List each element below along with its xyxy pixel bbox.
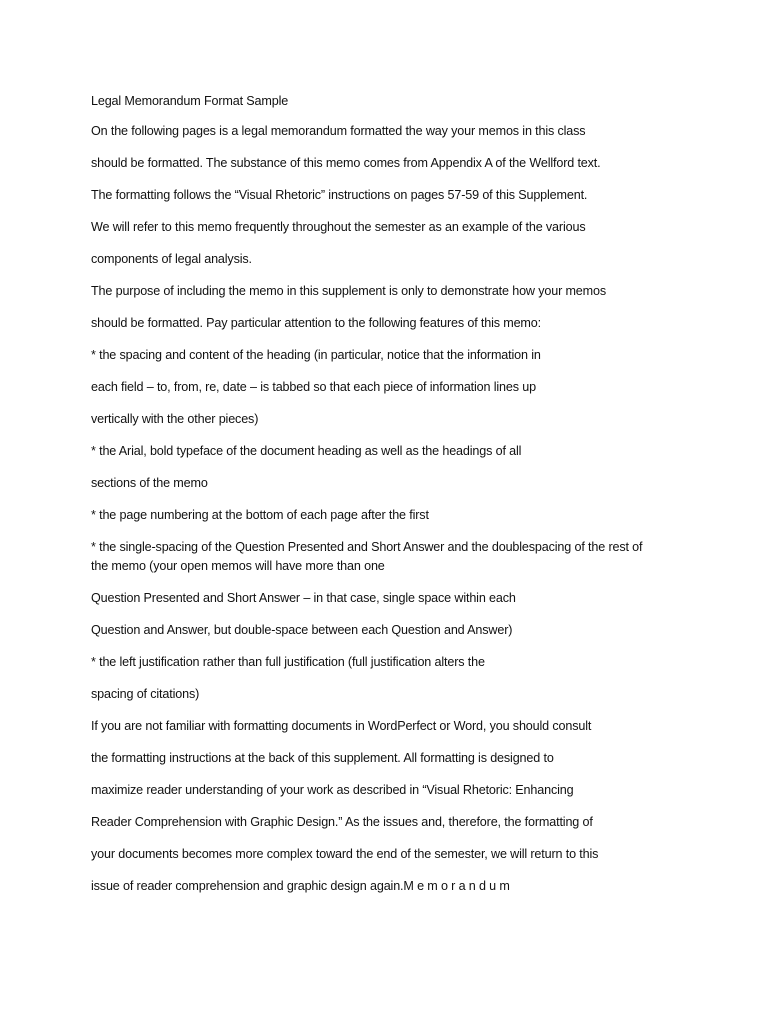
text-line: your documents becomes more complex toward the end of the semester, we will return to this [91, 847, 599, 861]
text-line: each field – to, from, re, date – is tabbed so that each piece of information lines up [91, 380, 536, 394]
text-line: * the page numbering at the bottom of each page after the first [91, 508, 429, 522]
text-line: components of legal analysis. [91, 252, 252, 266]
text-line: sections of the memo [91, 476, 208, 490]
text-line: Question and Answer, but double-space between each Question and Answer) [91, 623, 513, 637]
text-line: The purpose of including the memo in this supplement is only to demonstrate how your memos [91, 284, 607, 298]
text-line: Question Presented and Short Answer – in that case, single space within each [91, 591, 516, 605]
text-line: issue of reader comprehension and graphic design again.M e m o r a n d u m [91, 879, 510, 893]
text-line: the memo (your open memos will have more than one [91, 559, 385, 573]
text-line: should be formatted. The substance of this memo comes from Appendix A of the Wellford text. [91, 156, 601, 170]
text-line: If you are not familiar with formatting documents in WordPerfect or Word, you should consult [91, 719, 592, 733]
text-line: should be formatted. Pay particular attention to the following features of this memo: [91, 316, 541, 330]
text-line: We will refer to this memo frequently throughout the semester as an example of the various [91, 220, 586, 234]
text-line: the formatting instructions at the back of this supplement. All formatting is designed to [91, 751, 554, 765]
text-line: On the following pages is a legal memorandum formatted the way your memos in this class [91, 124, 586, 138]
text-line: maximize reader understanding of your work as described in “Visual Rhetoric: Enhancing [91, 783, 574, 797]
text-line: * the single-spacing of the Question Presented and Short Answer and the doublespacing of the rest of [91, 540, 643, 554]
text-line: vertically with the other pieces) [91, 412, 259, 426]
text-line: * the spacing and content of the heading (in particular, notice that the information in [91, 348, 541, 362]
document-title: Legal Memorandum Format Sample [91, 94, 289, 108]
text-line: Reader Comprehension with Graphic Design.” As the issues and, therefore, the formatting of [91, 815, 593, 829]
text-line: * the Arial, bold typeface of the document heading as well as the headings of all [91, 444, 522, 458]
text-line: * the left justification rather than full justification (full justification alters the [91, 655, 485, 669]
text-line: spacing of citations) [91, 687, 200, 701]
text-line: The formatting follows the “Visual Rhetoric” instructions on pages 57-59 of this Supplement. [91, 188, 588, 202]
